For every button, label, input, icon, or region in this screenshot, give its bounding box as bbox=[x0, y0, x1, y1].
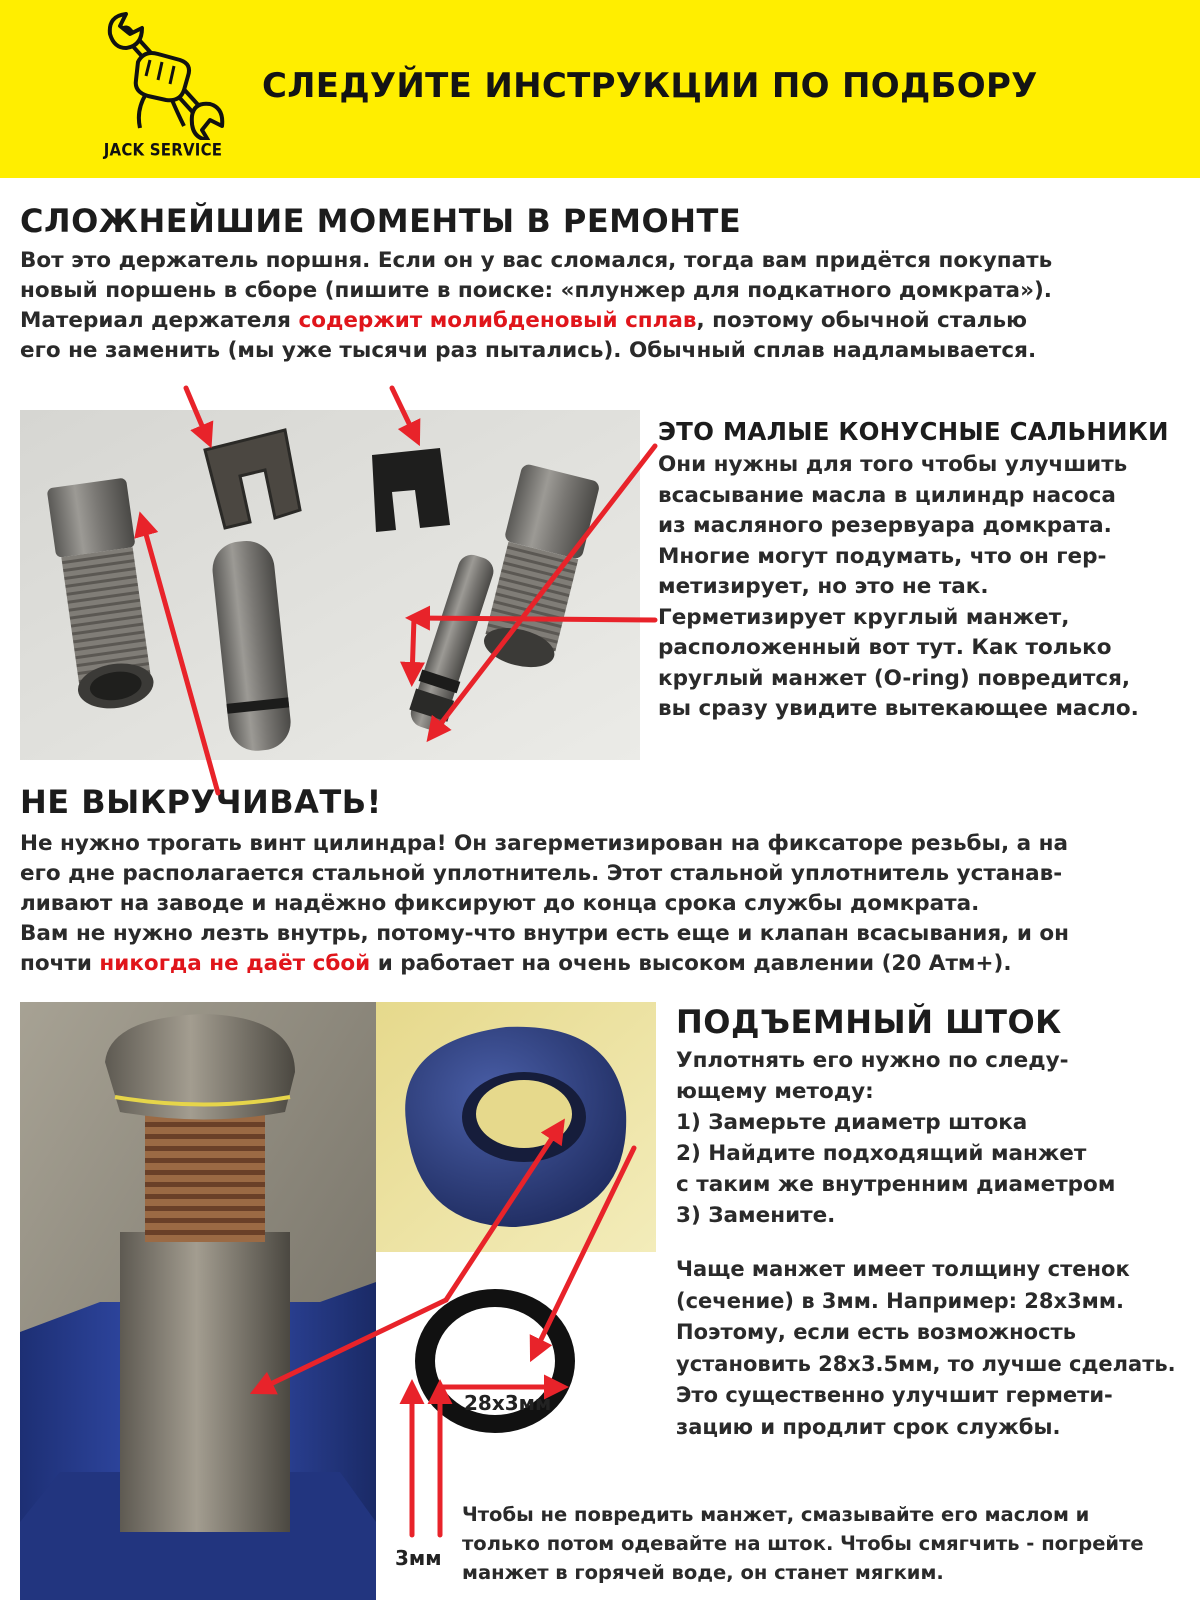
photo-lifting-rod bbox=[20, 1002, 376, 1600]
text-line: с таким же внутренним диаметром bbox=[676, 1172, 1116, 1197]
text-line: (сечение) в 3мм. Например: 28х3мм. bbox=[676, 1288, 1124, 1313]
text-line: зацию и продлит срок службы. bbox=[676, 1414, 1061, 1439]
text-line: его дне располагается стальной уплотнитель. Этот стальной уплотнитель устанав- bbox=[20, 861, 1063, 886]
text-line: Вот это держатель поршня. Если он у вас сломался, тогда вам придётся покупать bbox=[20, 248, 1053, 273]
text-line: Поэтому, если есть возможность bbox=[676, 1320, 1076, 1344]
photo-o-ring bbox=[400, 1286, 580, 1451]
text-line: из масляного резервуара домкрата. bbox=[658, 513, 1112, 538]
section-paragraph-piston-holder bbox=[20, 246, 1052, 366]
page-title: СЛЕДУЙТЕ ИНСТРУКЦИИ ПО ПОДБОРУ bbox=[262, 66, 1038, 106]
text-line: 2) Найдите подходящий манжет bbox=[676, 1141, 1087, 1166]
section-paragraph-lubricate-tip bbox=[462, 1500, 1144, 1587]
text-line: вы сразу увидите вытекающее масло. bbox=[658, 696, 1139, 721]
text-line: круглый манжет (O-ring) повредится, bbox=[658, 665, 1131, 691]
text-line: его не заменить (мы уже тысячи раз пытались). Обычный сплав надламывается. bbox=[20, 338, 1037, 363]
logo-text: JACK SERVICE bbox=[103, 139, 223, 161]
text-line: Герметизирует круглый манжет, bbox=[658, 604, 1070, 630]
text-line: манжет в горячей воде, он станет мягким. bbox=[462, 1561, 944, 1584]
section-paragraph-cone-seals bbox=[658, 450, 1139, 725]
section-paragraph-cuff-thickness bbox=[676, 1254, 1176, 1443]
section-heading-cone-seals: ЭТО МАЛЫЕ КОНУСНЫЕ САЛЬНИКИ bbox=[658, 417, 1169, 446]
text-line: только потом одевайте на шток. Чтобы смягчить - погрейте bbox=[462, 1532, 1144, 1555]
section-heading-do-not-unscrew: НЕ ВЫКРУЧИВАТЬ! bbox=[20, 783, 382, 821]
highlight-never-fails: никогда не даёт сбой bbox=[99, 951, 371, 976]
text-line: 1) Замерьте диаметр штока bbox=[676, 1110, 1028, 1135]
text-line: Уплотнять его нужно по следу- bbox=[676, 1048, 1069, 1073]
text-line: почти никогда не даёт сбой и работает на очень высоком давлении (20 Атм+). bbox=[20, 951, 1012, 976]
text-line: Многие могут подумать, что он гер- bbox=[658, 543, 1107, 569]
text-line: Чаще манжет имеет толщину стенок bbox=[676, 1257, 1130, 1281]
label-diameter: 28х3мм bbox=[464, 1391, 552, 1415]
text-line: всасывание масла в цилиндр насоса bbox=[658, 482, 1116, 508]
text-line: Чтобы не повредить манжет, смазывайте его маслом и bbox=[462, 1503, 1090, 1526]
text-line: Вам не нужно лезть внутрь, потому-что внутри есть еще и клапан всасывания, и он bbox=[20, 921, 1070, 946]
photo-pump-parts bbox=[20, 410, 640, 760]
text-line: ливают на заводе и надёжно фиксируют до конца срока службы домкрата. bbox=[20, 891, 980, 916]
text-line: новый поршень в сборе (пишите в поиске: «плунжер для подкатного домкрата»). bbox=[20, 278, 1052, 303]
section-paragraph-cylinder-screw bbox=[20, 829, 1069, 979]
header-banner bbox=[0, 0, 1200, 178]
photo-seal-cuff bbox=[376, 1002, 656, 1252]
fist-wrench-icon bbox=[88, 10, 238, 140]
text-line: Это существенно улучшит гермети- bbox=[676, 1383, 1113, 1407]
label-thickness: 3мм bbox=[395, 1546, 442, 1570]
text-line: 3) Замените. bbox=[676, 1203, 836, 1228]
text-line: Материал держателя содержит молибденовый сплав, поэтому обычной сталью bbox=[20, 308, 1027, 333]
text-line: Они нужны для того чтобы улучшить bbox=[658, 452, 1128, 477]
text-line: установить 28х3.5мм, то лучше сделать. bbox=[676, 1351, 1176, 1376]
text-line: расположенный вот тут. Как только bbox=[658, 635, 1112, 660]
section-paragraph-rod-method bbox=[676, 1045, 1115, 1231]
section-heading-hard-moments: СЛОЖНЕЙШИЕ МОМЕНТЫ В РЕМОНТЕ bbox=[20, 202, 742, 240]
jack-service-logo bbox=[88, 10, 238, 170]
section-heading-lifting-rod: ПОДЪЕМНЫЙ ШТОК bbox=[676, 1003, 1062, 1041]
text-line: ющему методу: bbox=[676, 1079, 874, 1104]
text-line: Не нужно трогать винт цилиндра! Он загерметизирован на фиксаторе резьбы, а на bbox=[20, 831, 1069, 856]
text-line: метизирует, но это не так. bbox=[658, 574, 989, 599]
highlight-molybdenum: содержит молибденовый сплав bbox=[298, 308, 697, 333]
